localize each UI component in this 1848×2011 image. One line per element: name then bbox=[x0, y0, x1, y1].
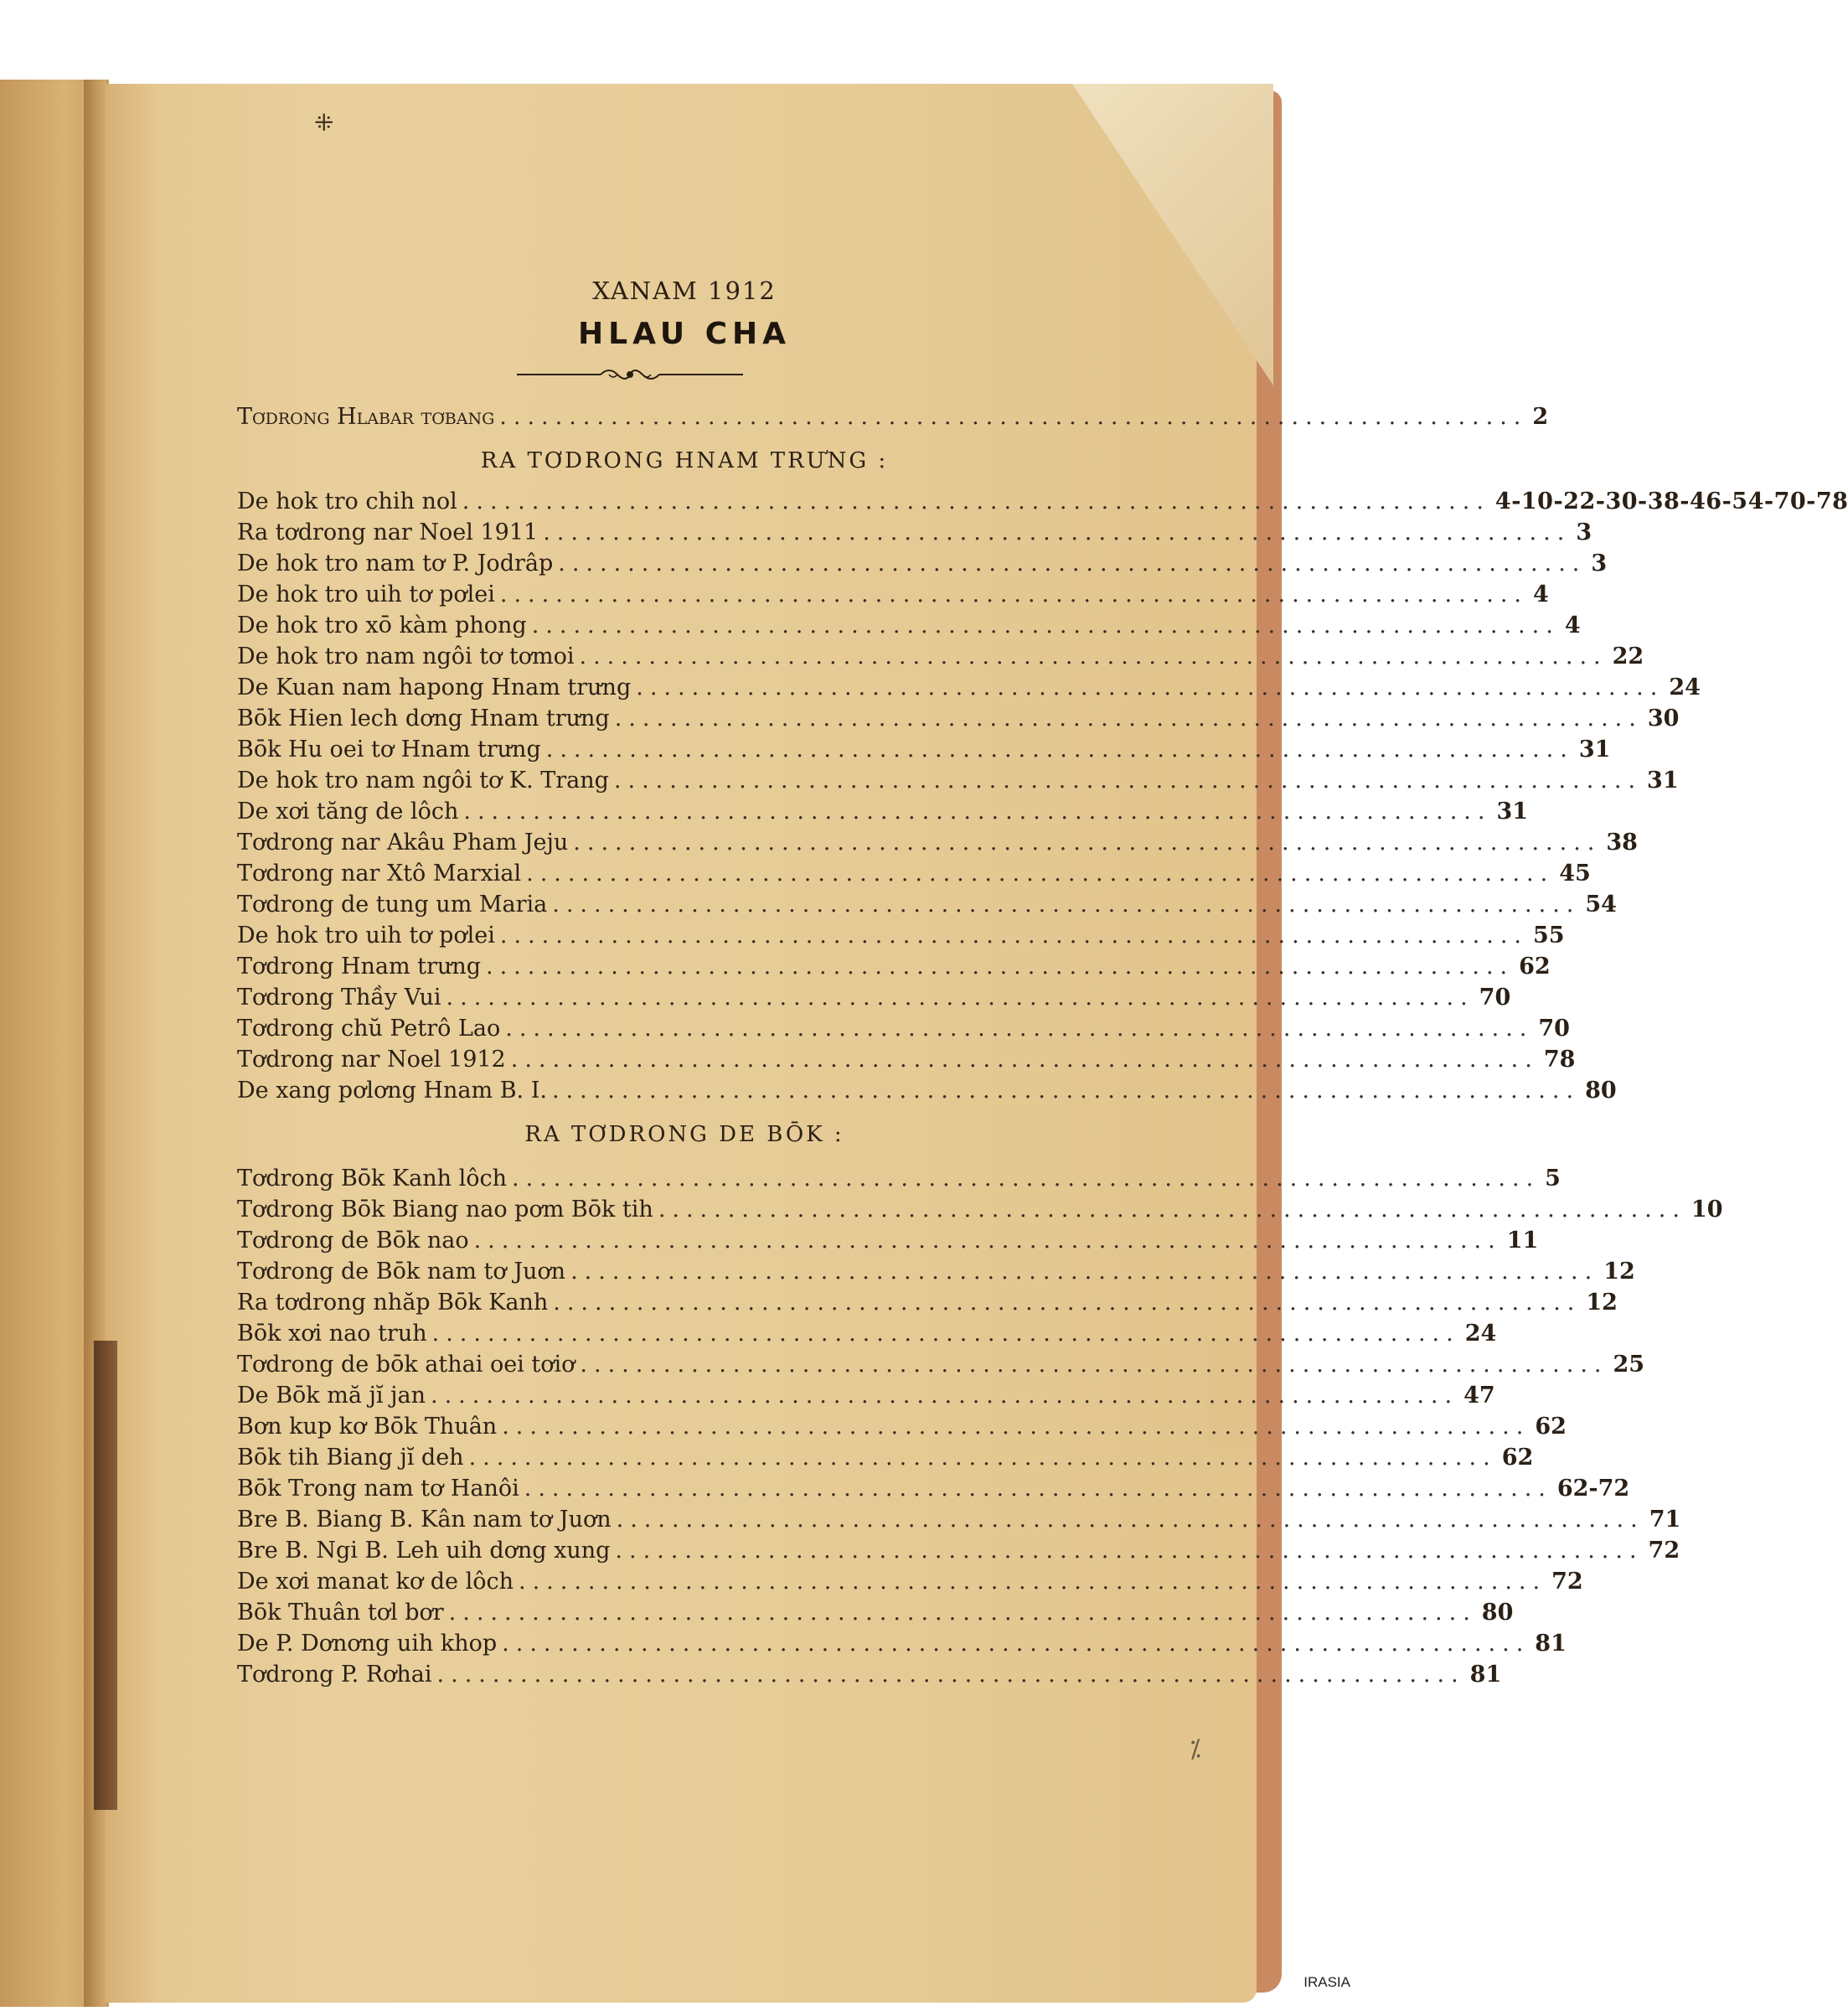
ornament-divider-icon bbox=[517, 362, 743, 387]
toc-entry-page: 78 bbox=[1543, 1047, 1576, 1073]
toc-entry-page: 24 bbox=[1669, 675, 1701, 700]
toc-entry-title: De xơi manat kơ de lôch bbox=[237, 1569, 514, 1595]
toc-entry-title: De Kuan nam hapong Hnam trưng bbox=[237, 675, 632, 700]
toc-entry-page: 12 bbox=[1603, 1259, 1635, 1285]
toc-entry-title: Bre B. Ngi B. Leh uih dơng xung bbox=[237, 1538, 611, 1564]
toc-entry-title: Ra tơdrong nar Noel 1911 bbox=[237, 520, 539, 545]
toc-leader-dots: .......................................................................... bbox=[545, 737, 1574, 763]
toc-entry-title: De P. Dơnơng uih khop bbox=[237, 1631, 498, 1657]
toc-entry-page: 70 bbox=[1538, 1016, 1570, 1042]
toc-leader-dots: .......................................................................... bbox=[462, 489, 1490, 514]
toc-entry-page: 3 bbox=[1576, 520, 1592, 545]
toc-entry-title: Tơdrong de bōk athai oei tơiơ bbox=[237, 1352, 576, 1378]
toc-entry-page: 4 bbox=[1564, 613, 1581, 638]
toc-leader-dots: .......................................................................... bbox=[512, 1166, 1541, 1192]
toc-entry-page: 62 bbox=[1501, 1445, 1534, 1471]
toc-entry-page: 22 bbox=[1612, 644, 1644, 669]
toc-entry-page: 81 bbox=[1469, 1662, 1502, 1688]
toc-entry-title: Bōk xơi nao truh bbox=[237, 1321, 427, 1347]
toc-entry bbox=[237, 1165, 1561, 1193]
section-heading-de-bok: RA TƠDRONG DE BŌK : bbox=[524, 1122, 844, 1147]
toc-entry bbox=[237, 1444, 1534, 1472]
toc-leader-dots: .......................................................................... bbox=[463, 799, 1492, 825]
toc-entry-title: De hok tro nam tơ P. Jodrâp bbox=[237, 551, 554, 576]
toc-entry bbox=[237, 1351, 1645, 1379]
toc-entry bbox=[237, 1537, 1680, 1565]
toc-leader-dots: .......................................................................... bbox=[436, 1662, 1465, 1688]
toc-leader-dots: .......................................................................... bbox=[468, 1445, 1497, 1471]
toc-leader-dots: .......................................................................... bbox=[502, 1414, 1531, 1440]
toc-entry bbox=[237, 1630, 1567, 1658]
toc-entry-page: 4 bbox=[1532, 582, 1549, 607]
toc-entry bbox=[237, 674, 1701, 702]
toc-entry-title: Tơdrong Hnam trưng bbox=[237, 954, 482, 980]
toc-entry-title: De hok tro chih nol bbox=[237, 489, 457, 514]
toc-leader-dots: .......................................................................... bbox=[524, 1476, 1552, 1502]
toc-leader-dots: .......................................................................... bbox=[553, 1290, 1582, 1316]
toc-entry-page: 24 bbox=[1464, 1321, 1497, 1347]
toc-entry bbox=[237, 643, 1644, 671]
toc-entry-page: 55 bbox=[1532, 923, 1565, 949]
toc-entry bbox=[237, 1046, 1576, 1074]
toc-entry-title: Tơdrong de tung um Maria bbox=[237, 892, 548, 918]
toc-entry bbox=[237, 550, 1608, 578]
toc-leader-dots: .......................................................................... bbox=[636, 675, 1665, 700]
toc-entry bbox=[237, 488, 1848, 516]
toc-entry bbox=[237, 829, 1638, 857]
toc-leader-dots: .......................................................................... bbox=[446, 985, 1474, 1011]
toc-entry-title: De Bōk mă jĭ jan bbox=[237, 1383, 426, 1409]
toc-leader-dots: .......................................................................... bbox=[573, 830, 1602, 856]
toc-entry bbox=[237, 1382, 1495, 1410]
toc-entry-title: De hok tro xō kàm phong bbox=[237, 613, 527, 638]
pencil-mark-icon: ⁒ bbox=[1190, 1734, 1201, 1764]
toc-leader-dots: .......................................................................... bbox=[551, 1078, 1581, 1104]
toc-entry bbox=[237, 860, 1591, 888]
toc-leader-dots: .......................................................................... bbox=[505, 1016, 1534, 1042]
toc-entry-page: 47 bbox=[1463, 1383, 1495, 1409]
toc-entry bbox=[237, 581, 1549, 609]
toc-leader-dots: .......................................................................... bbox=[552, 892, 1581, 918]
section-heading-hnam-trung: RA TƠDRONG HNAM TRƯNG : bbox=[480, 448, 889, 473]
toc-entry bbox=[237, 1196, 1723, 1224]
toc-entry-title: Tơdrong de Bōk nao bbox=[237, 1228, 469, 1254]
toc-entry-intro bbox=[237, 403, 1549, 432]
toc-leader-dots: .......................................................................... bbox=[510, 1047, 1539, 1073]
toc-entry-page: 45 bbox=[1559, 861, 1591, 887]
toc-entry-page: 80 bbox=[1585, 1078, 1617, 1104]
toc-entry-title: Bre B. Biang B. Kân nam tơ Juơn bbox=[237, 1507, 612, 1533]
toc-entry-title: Bōk Hu oei tơ Hnam trưng bbox=[237, 737, 541, 763]
toc-leader-dots: .......................................................................... bbox=[613, 768, 1643, 794]
toc-entry bbox=[237, 1413, 1567, 1441]
toc-entry-title: Bōk Trong nam tơ Hanôi bbox=[237, 1476, 519, 1502]
toc-entry bbox=[237, 922, 1565, 950]
toc-entry-page: 71 bbox=[1649, 1507, 1681, 1533]
toc-entry-page: 10 bbox=[1691, 1197, 1723, 1223]
toc-entry-title: Ra tơdrong nhăp Bōk Kanh bbox=[237, 1290, 549, 1316]
toc-leader-dots: .......................................................................... bbox=[448, 1600, 1477, 1626]
toc-entry-title: Tơdrong nar Noel 1912 bbox=[237, 1047, 506, 1073]
toc-entry-page: 72 bbox=[1648, 1538, 1680, 1564]
toc-entry-title: Tơdrong P. Rơhai bbox=[237, 1662, 432, 1688]
toc-entry bbox=[237, 519, 1592, 547]
toc-entry-page: 31 bbox=[1496, 799, 1529, 825]
toc-entry bbox=[237, 1661, 1502, 1689]
toc-entry-title: Tơdrong Thầy Vui bbox=[237, 985, 441, 1011]
toc-entry-title: Bōk Hien lech dơng Hnam trưng bbox=[237, 706, 610, 732]
toc-entry-title: Tơdrong Bōk Kanh lôch bbox=[237, 1166, 508, 1192]
toc-entry-page: 4-10-22-30-38-46-54-70-78 bbox=[1494, 489, 1848, 514]
toc-entry-page: 81 bbox=[1535, 1631, 1567, 1657]
toc-leader-dots: .......................................................................... bbox=[658, 1197, 1686, 1223]
toc-entry-title: De hok tro uih tơ pơlei bbox=[237, 923, 495, 949]
toc-entry bbox=[237, 767, 1679, 795]
toc-entry-page: 62 bbox=[1519, 954, 1551, 980]
toc-entry-title: Tơdrong Bōk Biang nao pơm Bōk tih bbox=[237, 1197, 653, 1223]
toc-entry bbox=[237, 736, 1611, 764]
toc-entry bbox=[237, 1077, 1617, 1105]
toc-leader-dots: .......................................................................... bbox=[499, 582, 1528, 607]
toc-leader-dots: .......................................................................... bbox=[531, 613, 1560, 638]
toc-entry-page: 62 bbox=[1535, 1414, 1567, 1440]
toc-entry-title: Bōk tih Biang jĭ deh bbox=[237, 1445, 464, 1471]
toc-leader-dots: .......................................................................... bbox=[570, 1259, 1599, 1285]
toc-entry-page: 80 bbox=[1481, 1600, 1514, 1626]
toc-entry-page: 54 bbox=[1585, 892, 1617, 918]
toc-entry-page: 70 bbox=[1479, 985, 1511, 1011]
toc-entry bbox=[237, 1289, 1618, 1317]
year-line: XANAM 1912 bbox=[592, 277, 777, 305]
toc-leader-dots: .......................................................................... bbox=[615, 1538, 1644, 1564]
toc-entry-title: De xơi tăng de lôch bbox=[237, 799, 459, 825]
spine-binding bbox=[94, 1341, 117, 1810]
toc-leader-dots: .......................................................................... bbox=[486, 954, 1515, 980]
toc-leader-dots: .......................................................................... bbox=[499, 404, 1528, 430]
toc-leader-dots: .......................................................................... bbox=[430, 1383, 1459, 1409]
toc-entry bbox=[237, 1599, 1514, 1627]
toc-entry-page: 72 bbox=[1551, 1569, 1583, 1595]
toc-entry-page: 31 bbox=[1647, 768, 1679, 794]
toc-leader-dots: .......................................................................... bbox=[431, 1321, 1460, 1347]
toc-entry-title: Tơdrong nar Akâu Pham Jeju bbox=[237, 830, 569, 856]
source-watermark: IRASIA bbox=[1303, 1974, 1350, 1990]
toc-entry-page: 62-72 bbox=[1556, 1476, 1630, 1502]
toc-leader-dots: .......................................................................... bbox=[543, 520, 1572, 545]
toc-leader-dots: .......................................................................... bbox=[526, 861, 1555, 887]
toc-entry-title: Bơn kup kơ Bōk Thuân bbox=[237, 1414, 498, 1440]
toc-entry bbox=[237, 1506, 1681, 1534]
toc-entry-title: Tơdrong Hlabar tơbang bbox=[237, 404, 495, 430]
toc-entry-title: De xang pơlơng Hnam B. I. bbox=[237, 1078, 547, 1104]
toc-leader-dots: .......................................................................... bbox=[614, 706, 1643, 732]
printer-mark-icon: ⁜ bbox=[314, 109, 334, 137]
toc-entry-page: 30 bbox=[1647, 706, 1680, 732]
toc-leader-dots: .......................................................................... bbox=[473, 1228, 1502, 1254]
toc-entry bbox=[237, 1015, 1570, 1043]
toc-entry-title: Tơdrong chŭ Petrô Lao bbox=[237, 1016, 501, 1042]
toc-entry-page: 25 bbox=[1613, 1352, 1645, 1378]
toc-leader-dots: .......................................................................... bbox=[502, 1631, 1531, 1657]
toc-leader-dots: .......................................................................... bbox=[579, 644, 1608, 669]
toc-entry-title: Tơdrong nar Xtô Marxial bbox=[237, 861, 522, 887]
toc-entry-title: Tơdrong de Bōk nam tơ Juơn bbox=[237, 1259, 566, 1285]
toc-entry-page: 2 bbox=[1532, 404, 1549, 430]
toc-leader-dots: .......................................................................... bbox=[580, 1352, 1608, 1378]
toc-entry-page: 3 bbox=[1591, 551, 1608, 576]
toc-entry bbox=[237, 1258, 1635, 1286]
toc-entry-page: 12 bbox=[1586, 1290, 1618, 1316]
toc-entry-page: 11 bbox=[1506, 1228, 1539, 1254]
toc-entry bbox=[237, 1320, 1497, 1348]
toc-leader-dots: .......................................................................... bbox=[558, 551, 1587, 576]
toc-entry bbox=[237, 612, 1581, 640]
toc-entry-title: De hok tro uih tơ pơlei bbox=[237, 582, 495, 607]
toc-entry-title: De hok tro nam ngôi tơ tơmoi bbox=[237, 644, 575, 669]
toc-entry bbox=[237, 705, 1680, 733]
toc-entry bbox=[237, 1227, 1539, 1255]
toc-entry-title: Bōk Thuân tơl bơr bbox=[237, 1600, 444, 1626]
toc-entry bbox=[237, 1475, 1630, 1503]
toc-entry bbox=[237, 798, 1529, 826]
toc-leader-dots: .......................................................................... bbox=[499, 923, 1528, 949]
toc-entry-page: 5 bbox=[1545, 1166, 1561, 1192]
toc-leader-dots: .......................................................................... bbox=[518, 1569, 1547, 1595]
toc-entry-title: De hok tro nam ngôi tơ K. Trang bbox=[237, 768, 609, 794]
toc-entry bbox=[237, 984, 1511, 1012]
toc-entry bbox=[237, 891, 1617, 919]
toc-leader-dots: .......................................................................... bbox=[616, 1507, 1644, 1533]
toc-entry bbox=[237, 1568, 1583, 1596]
toc-entry-page: 38 bbox=[1606, 830, 1638, 856]
toc-entry-page: 31 bbox=[1578, 737, 1611, 763]
toc-entry bbox=[237, 953, 1551, 981]
page-title: HLAU CHA bbox=[578, 317, 791, 351]
